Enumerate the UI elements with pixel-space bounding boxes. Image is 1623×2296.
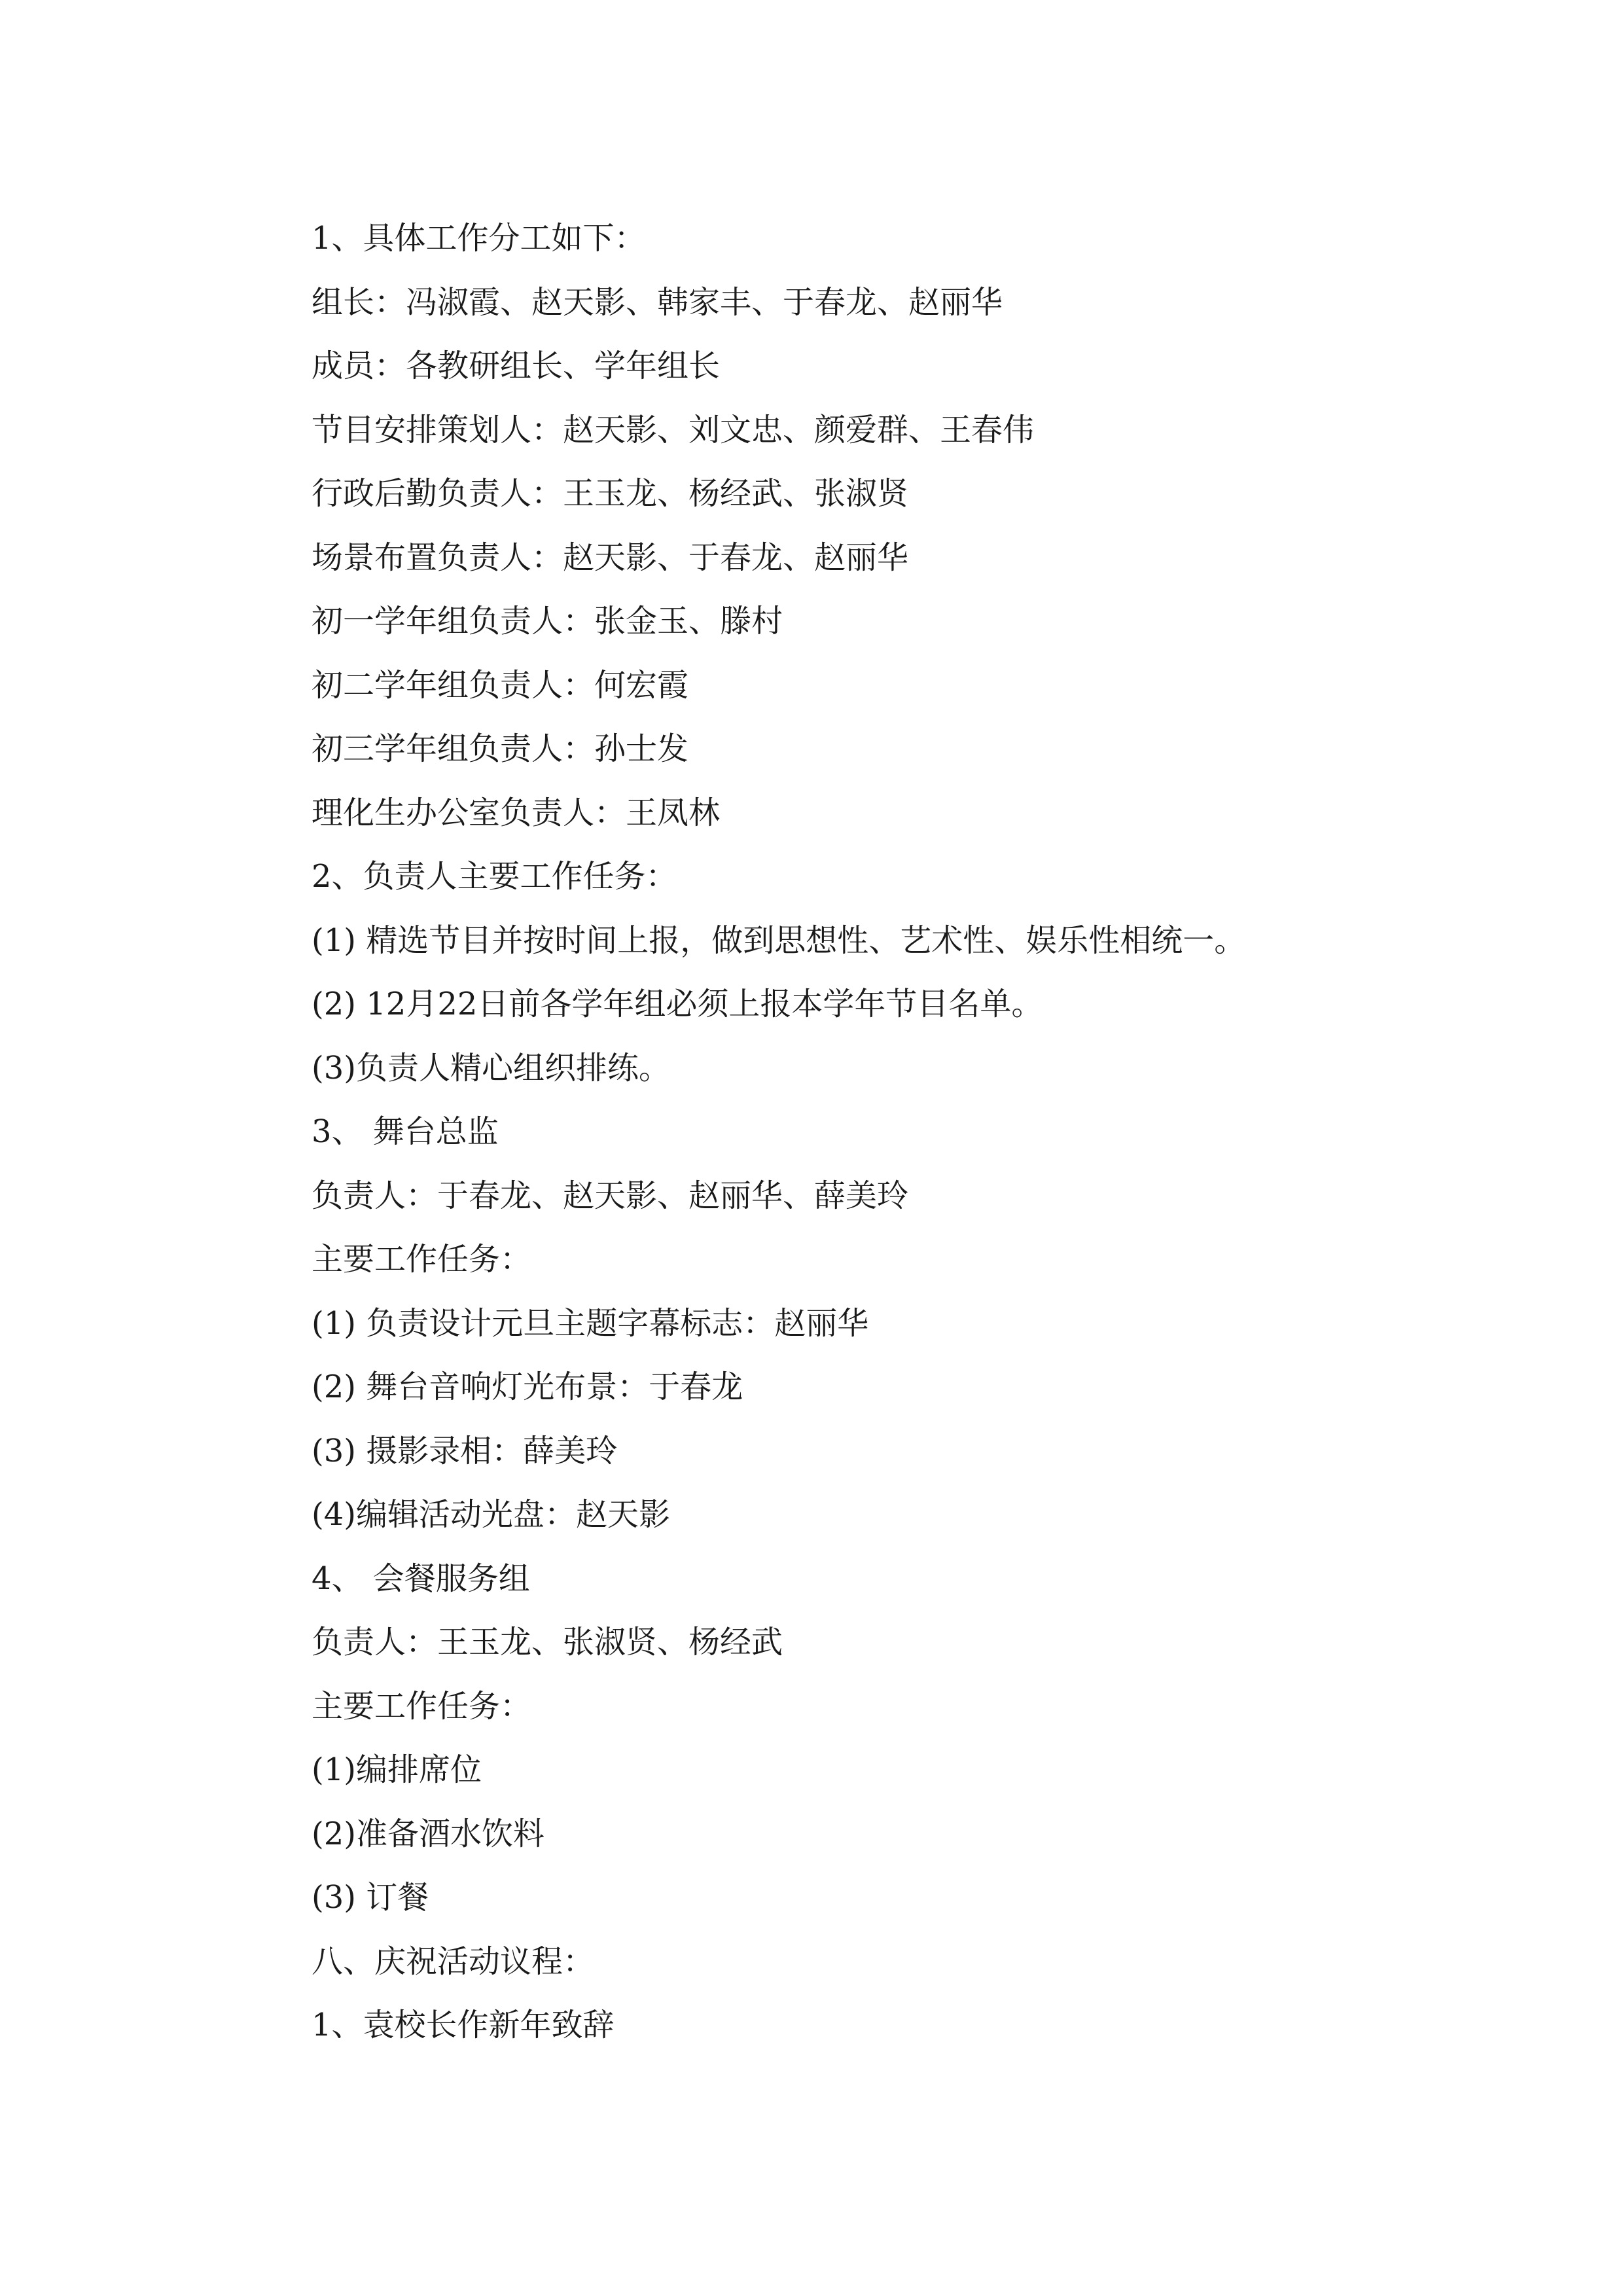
list-item-sound-lighting: (2) 舞台音响灯光布景：于春龙 <box>312 1369 743 1405</box>
document-body <box>312 207 1359 2058</box>
list-item-logo-design: (1) 负责设计元旦主题字幕标志：赵丽华 <box>312 1304 869 1342</box>
section-heading-work-division: 1、具体工作分工如下： <box>312 220 646 257</box>
list-item-video-editing: (4)编辑活动光盘：赵天影 <box>312 1496 670 1533</box>
section-heading-responsibilities: 2、负责人主要工作任务： <box>312 858 677 895</box>
text-line-stage-leaders: 负责人：于春龙、赵天影、赵丽华、薛美玲 <box>312 1177 909 1214</box>
text-line-catering-leaders: 负责人：王玉龙、张淑贤、杨经武 <box>312 1624 783 1660</box>
list-item-new-year-speech: 1、袁校长作新年致辞 <box>312 2007 615 2043</box>
section-heading-catering: 4、 会餐服务组 <box>312 1560 530 1597</box>
text-line-members: 成员：各教研组长、学年组长 <box>312 348 721 384</box>
list-item-drinks: (2)准备酒水饮料 <box>312 1815 544 1852</box>
text-line-main-tasks: 主要工作任务： <box>312 1241 532 1278</box>
text-line-group-leaders: 组长：冯淑霞、赵天影、韩家丰、于春龙、赵丽华 <box>312 283 1003 321</box>
list-item-ordering: (3) 订餐 <box>312 1879 429 1916</box>
text-line-grade-two: 初二学年组负责人：何宏霞 <box>312 666 689 704</box>
text-line-grade-three: 初三学年组负责人：孙士发 <box>312 730 689 767</box>
section-heading-stage-director: 3、 舞台总监 <box>312 1113 499 1150</box>
list-item-rehearsal: (3)负责人精心组织排练。 <box>312 1049 670 1086</box>
list-item-select-programs: (1) 精选节目并按时间上报，做到思想性、艺术性、娱乐性相统一。 <box>312 922 1246 959</box>
text-line-venue-decoration: 场景布置负责人：赵天影、于春龙、赵丽华 <box>312 539 909 576</box>
list-item-seating: (1)编排席位 <box>312 1751 482 1788</box>
list-item-submit-list: (2) 12月22日前各学年组必须上报本学年节目名单。 <box>312 986 1043 1022</box>
list-item-photography: (3) 摄影录相：薛美玲 <box>312 1432 618 1469</box>
text-line-grade-one: 初一学年组负责人：张金玉、滕村 <box>312 603 783 639</box>
text-line-logistics: 行政后勤负责人：王玉龙、杨经武、张淑贤 <box>312 475 909 512</box>
text-line-program-planners: 节目安排策划人：赵天影、刘文忠、颜爱群、王春伟 <box>312 411 1035 448</box>
section-heading-agenda: 八、庆祝活动议程： <box>312 1943 595 1980</box>
text-line-catering-tasks: 主要工作任务： <box>312 1687 532 1725</box>
text-line-science-office: 理化生办公室负责人：王凤林 <box>312 794 721 831</box>
